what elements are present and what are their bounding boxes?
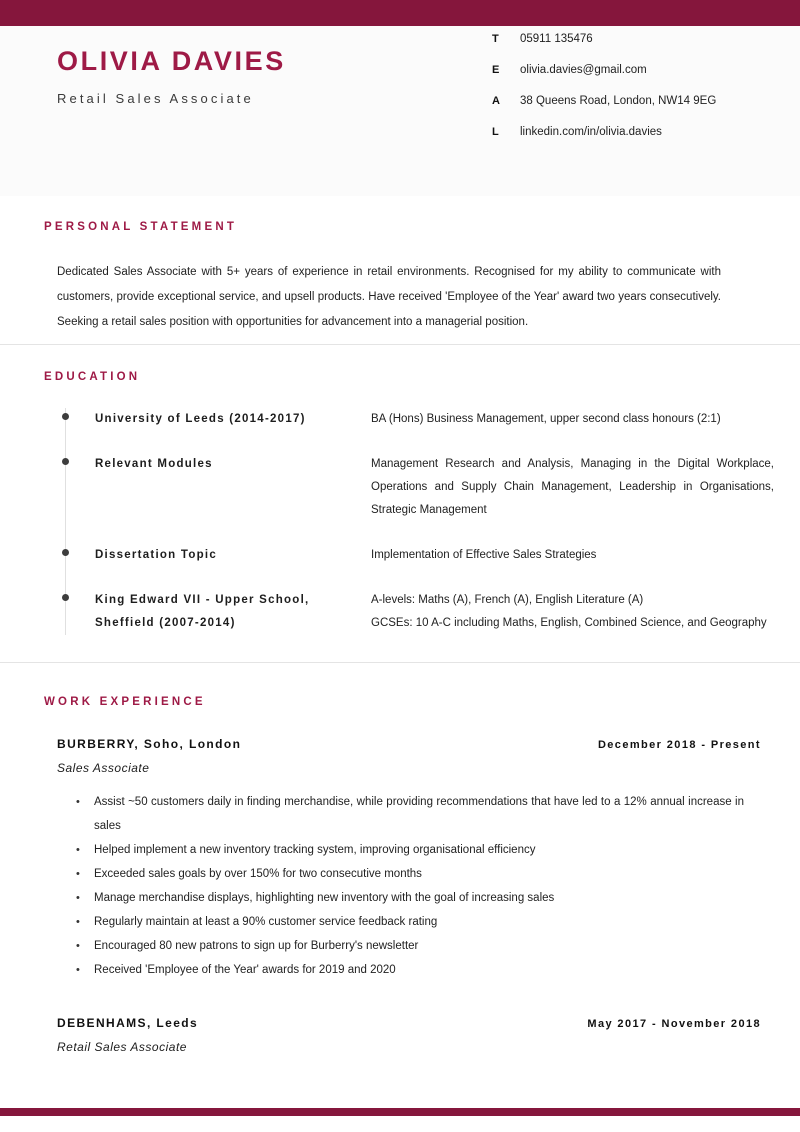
education-item-label: Relevant Modules xyxy=(95,458,213,470)
divider-education-work xyxy=(0,662,800,663)
job-header xyxy=(57,737,761,751)
timeline-dot-icon xyxy=(62,413,69,420)
bottom-accent-bar xyxy=(0,1108,800,1116)
timeline-dot-icon xyxy=(62,594,69,601)
job-bullet: • Encouraged 80 new patrons to sign up for Burberry's newsletter xyxy=(44,934,744,958)
work-experience-entry xyxy=(44,1016,774,1054)
education-item-label: University of Leeds (2014-2017) xyxy=(95,413,306,425)
education-item xyxy=(95,544,774,567)
contact-value-address: 38 Queens Road, London, NW14 9EG xyxy=(520,95,717,107)
job-bullet: • Assist ~50 customers daily in finding merchandise, while providing recommendations that have led to a 12% annual increase in sales xyxy=(44,790,744,838)
education-list xyxy=(65,408,774,635)
contact-block xyxy=(492,33,716,157)
education-item-detail: Management Research and Analysis, Managing in the Digital Workplace, Operations and Supply Chain Management, Leadership in Organisations, Strategic Management xyxy=(371,458,774,516)
work-experience-entry xyxy=(44,737,774,982)
education-item-detail-line: GCSEs: 10 A-C including Maths, English, Combined Science, and Geography xyxy=(371,617,767,629)
work-experience-section xyxy=(44,696,774,1054)
education-item-label: Dissertation Topic xyxy=(95,549,217,561)
education-item xyxy=(95,589,774,635)
job-company: BURBERRY, Soho, London xyxy=(57,737,242,751)
contact-row-linkedin xyxy=(492,126,716,138)
timeline-dot-icon xyxy=(62,458,69,465)
contact-value-phone[interactable]: 05911 135476 xyxy=(520,33,593,45)
education-item-label: King Edward VII - Upper School, Sheffield (2007-2014) xyxy=(95,594,310,629)
header-job-title: Retail Sales Associate xyxy=(57,91,254,106)
job-dates: December 2018 - Present xyxy=(597,739,761,751)
email-icon: E xyxy=(492,64,500,76)
job-bullet-list xyxy=(44,790,744,982)
education-item xyxy=(95,408,774,431)
contact-value-linkedin[interactable]: linkedin.com/in/olivia.davies xyxy=(520,126,662,138)
education-item-detail xyxy=(371,589,774,635)
personal-statement-section xyxy=(44,221,764,335)
section-heading-work-experience: WORK EXPERIENCE xyxy=(44,696,206,708)
job-bullet: • Regularly maintain at least a 90% customer service feedback rating xyxy=(44,910,744,934)
job-dates: May 2017 - November 2018 xyxy=(587,1018,761,1030)
job-bullet: • Received 'Employee of the Year' awards for 2019 and 2020 xyxy=(44,958,744,982)
education-item-detail-line: A-levels: Maths (A), French (A), English Literature (A) xyxy=(371,594,644,606)
contact-row-email xyxy=(492,64,716,76)
timeline-dot-icon xyxy=(62,549,69,556)
name-block xyxy=(57,48,286,106)
job-bullet: • Helped implement a new inventory tracking system, improving organisational efficiency xyxy=(44,838,744,862)
education-item xyxy=(95,453,774,522)
education-item-detail: Implementation of Effective Sales Strategies xyxy=(371,549,597,561)
job-company: DEBENHAMS, Leeds xyxy=(57,1016,199,1030)
education-item-detail: BA (Hons) Business Management, upper second class honours (2:1) xyxy=(371,413,721,425)
contact-row-phone xyxy=(492,33,716,45)
section-heading-personal-statement: PERSONAL STATEMENT xyxy=(44,221,238,233)
job-role: Retail Sales Associate xyxy=(57,1040,187,1054)
job-role: Sales Associate xyxy=(57,761,150,775)
linkedin-icon: L xyxy=(492,126,499,138)
section-heading-education: EDUCATION xyxy=(44,371,141,383)
contact-value-email[interactable]: olivia.davies@gmail.com xyxy=(520,64,647,76)
page-title: OLIVIA DAVIES xyxy=(57,46,286,76)
job-bullet: • Exceeded sales goals by over 150% for two consecutive months xyxy=(44,862,744,886)
divider-personal-education xyxy=(0,344,800,345)
address-icon: A xyxy=(492,95,500,107)
job-bullet: • Manage merchandise displays, highlighting new inventory with the goal of increasing sales xyxy=(44,886,744,910)
job-header xyxy=(57,1016,761,1030)
personal-statement-body: Dedicated Sales Associate with 5+ years of experience in retail environments. Recognised for my ability to communicate with customers, provide exceptional service, and upsell products. Have received 'Employee of the Year' award two years consecutively. Seeking a retail sales position with opportunities for advancement into a managerial position. xyxy=(57,266,721,328)
phone-icon: T xyxy=(492,33,499,45)
education-section xyxy=(44,371,774,635)
contact-row-address xyxy=(492,95,716,107)
top-accent-bar xyxy=(0,0,800,26)
